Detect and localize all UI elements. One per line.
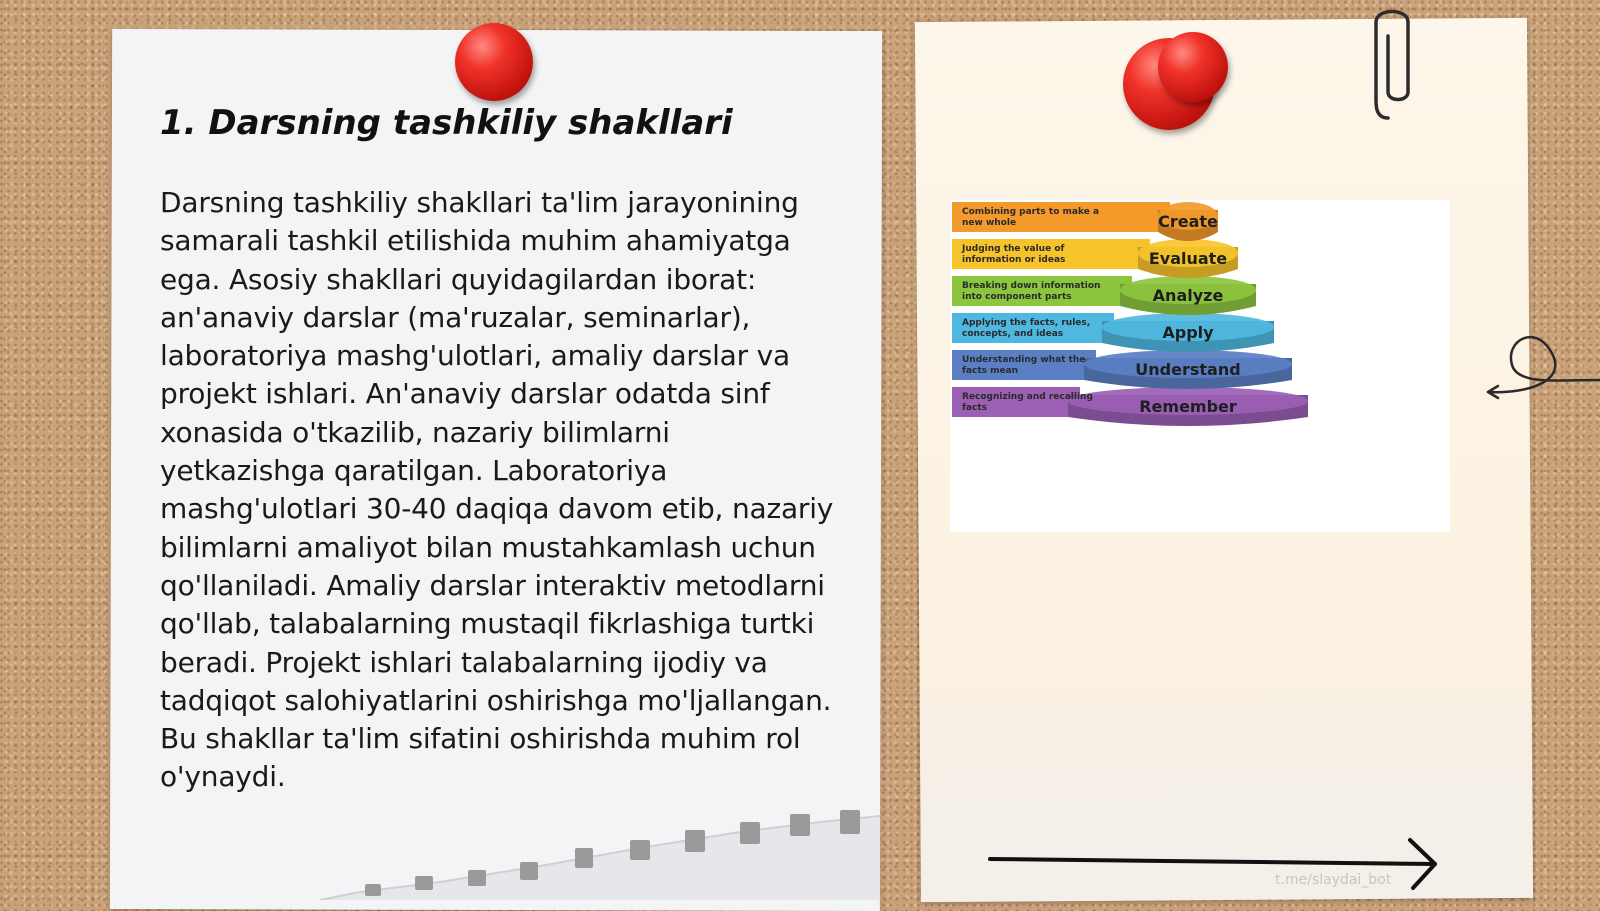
torn-paper-decoration	[320, 810, 880, 900]
bloom-level-description: information or ideas	[962, 255, 1066, 265]
bloom-level-description: Judging the value of	[962, 244, 1065, 254]
pushpin-icon	[455, 23, 533, 101]
bloom-level-label: Analyze	[1152, 286, 1224, 305]
paperclip-icon	[1372, 0, 1418, 125]
bloom-level-description: Breaking down information	[962, 281, 1101, 291]
bloom-level-label: Remember	[1139, 397, 1237, 416]
bloom-level-description: Understanding what the	[962, 355, 1086, 365]
bloom-level-description: concepts, and ideas	[962, 329, 1064, 339]
bloom-level-description: into component parts	[962, 292, 1072, 302]
bloom-level-label: Apply	[1162, 323, 1214, 342]
bloom-level-label: Evaluate	[1148, 249, 1228, 268]
bloom-level-label: Understand	[1135, 360, 1241, 379]
bloom-level-description: facts	[962, 403, 987, 413]
doodle-loop-icon	[1480, 310, 1600, 410]
bloom-level-description: Applying the facts, rules,	[962, 318, 1091, 328]
bloom-level-description: new whole	[962, 218, 1017, 228]
bloom-level-description: Recognizing and recalling	[962, 392, 1093, 402]
bloom-level-label: Create	[1158, 212, 1218, 231]
bloom-level-description: facts mean	[962, 366, 1019, 376]
slide-paragraph: Darsning tashkiliy shakllari ta'lim jarayonining samarali tashkil etilishida muhim ahamiyatga ega. Asosiy shakllari quyidagilardan iborat: an'anaviy darslar (ma'ruzalar, seminarlar), laboratoriya mashg'ulotlari, amaliy darslar va projekt ishlari. An'anaviy darslar odatda sinf xonasida o'tkazilib, nazariy bilimlarni yetkazishga qaratilgan. Laboratoriya mashg'ulotlari 30-40 daqiqa davom etib, nazariy bilimlarni amaliyot bilan mustahkamlash uchun qo'llaniladi. Amaliy darslar interaktiv metodlarni qo'llab, talabalarning mustaqil fikrlashiga turtki beradi. Projekt ishlari talabalarning ijodiy va tadqiqot salohiyatlarini oshirishga mo'ljallangan. Bu shakllar ta'lim sifatini oshirishda muhim rol o'ynaydi.	[160, 186, 834, 794]
bloom-level-description: Combining parts to make a	[962, 207, 1100, 217]
pushpin-icon	[1158, 32, 1228, 102]
bloom-pyramid	[950, 200, 1450, 532]
watermark-text: t.me/slaydai_bot	[1275, 872, 1392, 888]
slide-title: 1. Darsning tashkiliy shakllari	[160, 103, 733, 143]
bloom-taxonomy-graphic	[950, 200, 1450, 532]
